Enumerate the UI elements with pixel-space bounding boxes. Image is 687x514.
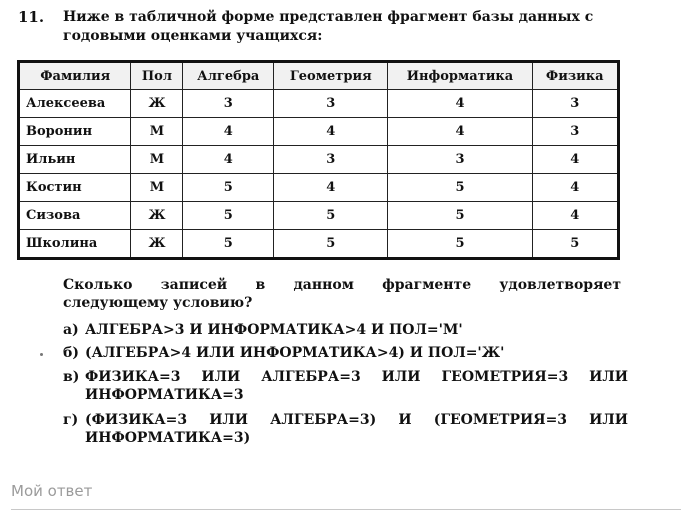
table-row (19, 117, 619, 145)
question-line2: следующему условию? (63, 295, 253, 311)
cell-geometry: 4 (274, 173, 388, 201)
cell-algebra: 5 (183, 201, 274, 229)
cell-informatics: 4 (388, 90, 532, 118)
scan-speck (40, 353, 43, 356)
option-c-continuation: ИНФОРМАТИКА=3 (85, 387, 244, 403)
option-a-text: АЛГЕБРА>3 И ИНФОРМАТИКА>4 И ПОЛ='М' (85, 322, 463, 338)
option-c (63, 367, 628, 387)
cell-algebra: 4 (183, 145, 274, 173)
answer-input-underline[interactable] (11, 509, 681, 510)
cell-physics: 5 (532, 229, 619, 258)
cell-surname: Костин (19, 173, 131, 201)
option-b-text: (АЛГЕБРА>4 ИЛИ ИНФОРМАТИКА>4) И ПОЛ='Ж' (85, 345, 505, 361)
cell-informatics: 5 (388, 229, 532, 258)
header-physics: Физика (532, 62, 619, 90)
table-header-row (19, 62, 619, 90)
cell-physics: 3 (532, 117, 619, 145)
cell-geometry: 5 (274, 229, 388, 258)
header-informatics: Информатика (388, 62, 532, 90)
task-number: 11. (18, 8, 45, 26)
table-row (19, 173, 619, 201)
header-geometry: Геометрия (274, 62, 388, 90)
table-row (19, 145, 619, 173)
task-intro-line1: Ниже в табличной форме представлен фрагмент базы данных с (63, 9, 594, 25)
option-d-letter: г) (63, 412, 79, 428)
answer-label[interactable]: Мой ответ (11, 482, 93, 500)
task-intro-line2: годовыми оценками учащихся: (63, 28, 323, 44)
cell-algebra: 3 (183, 90, 274, 118)
header-gender: Пол (131, 62, 183, 90)
cell-surname: Школина (19, 229, 131, 258)
cell-geometry: 5 (274, 201, 388, 229)
grades-table (17, 60, 620, 260)
cell-gender: М (131, 117, 183, 145)
cell-gender: М (131, 173, 183, 201)
cell-geometry: 4 (274, 117, 388, 145)
cell-informatics: 5 (388, 173, 532, 201)
cell-gender: Ж (131, 229, 183, 258)
cell-algebra: 4 (183, 117, 274, 145)
header-surname: Фамилия (19, 62, 131, 90)
task-intro (63, 8, 628, 46)
cell-physics: 3 (532, 90, 619, 118)
header-algebra: Алгебра (183, 62, 274, 90)
cell-algebra: 5 (183, 173, 274, 201)
cell-gender: М (131, 145, 183, 173)
option-a-letter: а) (63, 322, 79, 338)
cell-informatics: 3 (388, 145, 532, 173)
question-line1: Сколько записей в данном фрагменте удовлетворяет (63, 277, 621, 293)
cell-geometry: 3 (274, 90, 388, 118)
cell-gender: Ж (131, 90, 183, 118)
table-row (19, 229, 619, 258)
option-c-letter: в) (63, 369, 80, 385)
cell-surname: Алексеева (19, 90, 131, 118)
option-d-continuation: ИНФОРМАТИКА=3) (85, 430, 251, 446)
cell-physics: 4 (532, 173, 619, 201)
cell-physics: 4 (532, 201, 619, 229)
cell-gender: Ж (131, 201, 183, 229)
cell-physics: 4 (532, 145, 619, 173)
cell-informatics: 5 (388, 201, 532, 229)
cell-algebra: 5 (183, 229, 274, 258)
option-b (63, 343, 628, 363)
cell-informatics: 4 (388, 117, 532, 145)
cell-surname: Ильин (19, 145, 131, 173)
option-d (63, 410, 628, 430)
option-c-text: ФИЗИКА=3 ИЛИ АЛГЕБРА=3 ИЛИ ГЕОМЕТРИЯ=3 ИЛИ (85, 369, 628, 385)
cell-surname: Воронин (19, 117, 131, 145)
cell-geometry: 3 (274, 145, 388, 173)
option-a (63, 320, 628, 340)
table-row (19, 90, 619, 118)
table-row (19, 201, 619, 229)
option-b-letter: б) (63, 345, 79, 361)
option-d-text: (ФИЗИКА=3 ИЛИ АЛГЕБРА=3) И (ГЕОМЕТРИЯ=3 ИЛИ (85, 412, 628, 428)
cell-surname: Сизова (19, 201, 131, 229)
